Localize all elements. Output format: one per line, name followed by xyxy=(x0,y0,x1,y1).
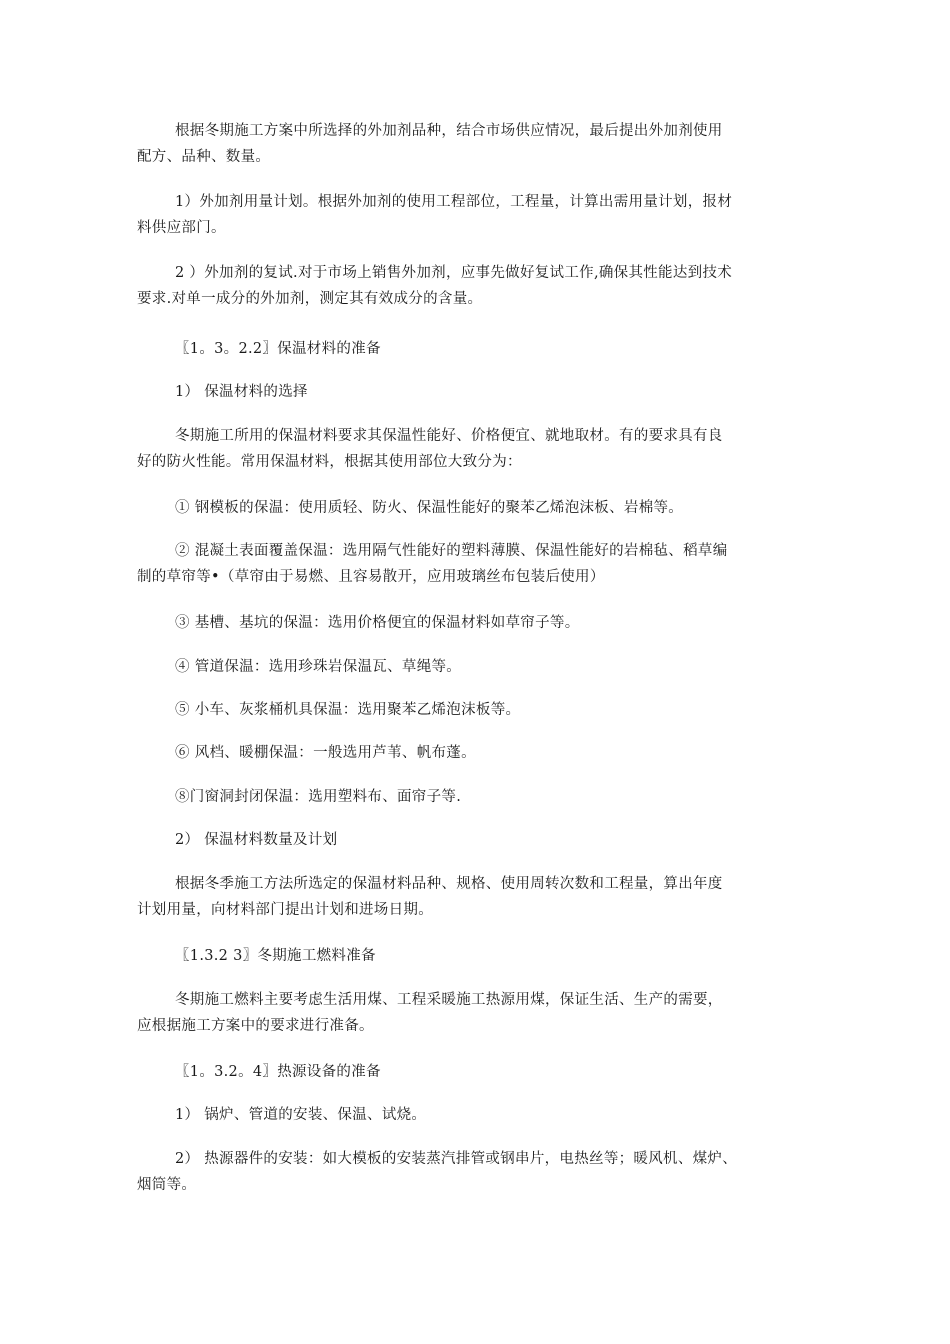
text-line: ② 混凝土表面覆盖保温：选用隔气性能好的塑料薄膜、保温性能好的岩棉毡、稻草编 xyxy=(175,543,728,559)
paragraph-insulation-quantity xyxy=(137,871,813,923)
list-item-concrete-covering xyxy=(137,538,813,590)
text-line: 〖1。3。2.2〗保温材料的准备 xyxy=(175,341,381,357)
text-line: 1）外加剂用量计划。根据外加剂的使用工程部位，工程量，计算出需用量计划，报材 xyxy=(175,194,733,210)
list-item-boiler xyxy=(137,1102,813,1128)
list-item-steel-formwork xyxy=(137,495,813,521)
text-line: 〖1.3.2 3〗冬期施工燃料准备 xyxy=(175,948,376,964)
text-line: 2） 热源器件的安装：如大模板的安装蒸汽排管或钢串片，电热丝等；暖风机、煤炉、 xyxy=(175,1151,738,1167)
list-item-windbreak xyxy=(137,740,813,766)
text-line: 应根据施工方案中的要求进行准备。 xyxy=(137,1018,374,1034)
text-line: 2 ）外加剂的复试.对于市场上销售外加剂，应事先做好复试工作,确保其性能达到技术 xyxy=(175,265,733,281)
section-heading-insulation xyxy=(137,336,813,362)
paragraph-fuel xyxy=(137,987,813,1039)
text-line: 根据冬期施工方案中所选择的外加剂品种，结合市场供应情况，最后提出外加剂使用 xyxy=(175,123,723,139)
text-line: 冬期施工燃料主要考虑生活用煤、工程采暖施工热源用煤，保证生活、生产的需要， xyxy=(175,992,723,1008)
paragraph-admixture-intro xyxy=(137,118,813,170)
text-line: ⑥ 风档、暖棚保温：一般选用芦苇、帆布蓬。 xyxy=(175,745,476,761)
text-line: 制的草帘等•（草帘由于易燃、且容易散开，应用玻璃丝布包装后使用） xyxy=(137,569,605,585)
text-line: 计划用量，向材料部门提出计划和进场日期。 xyxy=(137,902,433,918)
text-line: 好的防火性能。常用保温材料，根据其使用部位大致分为： xyxy=(137,454,522,470)
text-line: 〖1。3.2。4〗热源设备的准备 xyxy=(175,1064,381,1080)
text-line: 2） 保温材料数量及计划 xyxy=(175,832,338,848)
section-heading-fuel xyxy=(137,943,813,969)
text-line: 根据冬季施工方法所选定的保温材料品种、规格、使用周转次数和工程量，算出年度 xyxy=(175,876,723,892)
paragraph-admixture-plan xyxy=(137,189,813,241)
list-item-door-window xyxy=(137,784,813,810)
text-line: ③ 基槽、基坑的保温：选用价格便宜的保温材料如草帘子等。 xyxy=(175,615,580,631)
subheading-insulation-quantity xyxy=(137,827,813,853)
text-line: ④ 管道保温：选用珍珠岩保温瓦、草绳等。 xyxy=(175,659,462,675)
subheading-insulation-selection xyxy=(137,379,813,405)
text-line: 料供应部门。 xyxy=(137,220,226,236)
text-line: 烟筒等。 xyxy=(137,1177,197,1193)
text-line: 要求.对单一成分的外加剂，测定其有效成分的含量。 xyxy=(137,291,483,307)
list-item-cart-mortar xyxy=(137,697,813,723)
text-line: 冬期施工所用的保温材料要求其保温性能好、价格便宜、就地取材。有的要求具有良 xyxy=(175,428,723,444)
text-line: ⑤ 小车、灰浆桶机具保温：选用聚苯乙烯泡沫板等。 xyxy=(175,702,521,718)
paragraph-insulation-requirements xyxy=(137,423,813,475)
paragraph-admixture-retest xyxy=(137,260,813,312)
list-item-pipe xyxy=(137,654,813,680)
list-item-heat-devices xyxy=(137,1146,813,1198)
text-line: 配方、品种、数量。 xyxy=(137,149,271,165)
text-line: ⑧门窗洞封闭保温：选用塑料布、面帘子等. xyxy=(175,789,462,805)
text-line: ① 钢模板的保温：使用质轻、防火、保温性能好的聚苯乙烯泡沫板、岩棉等。 xyxy=(175,500,684,516)
text-line: 1） 锅炉、管道的安装、保温、试烧。 xyxy=(175,1107,427,1123)
section-heading-heat-source xyxy=(137,1059,813,1085)
list-item-foundation-pit xyxy=(137,610,813,636)
text-line: 1） 保温材料的选择 xyxy=(175,384,308,400)
